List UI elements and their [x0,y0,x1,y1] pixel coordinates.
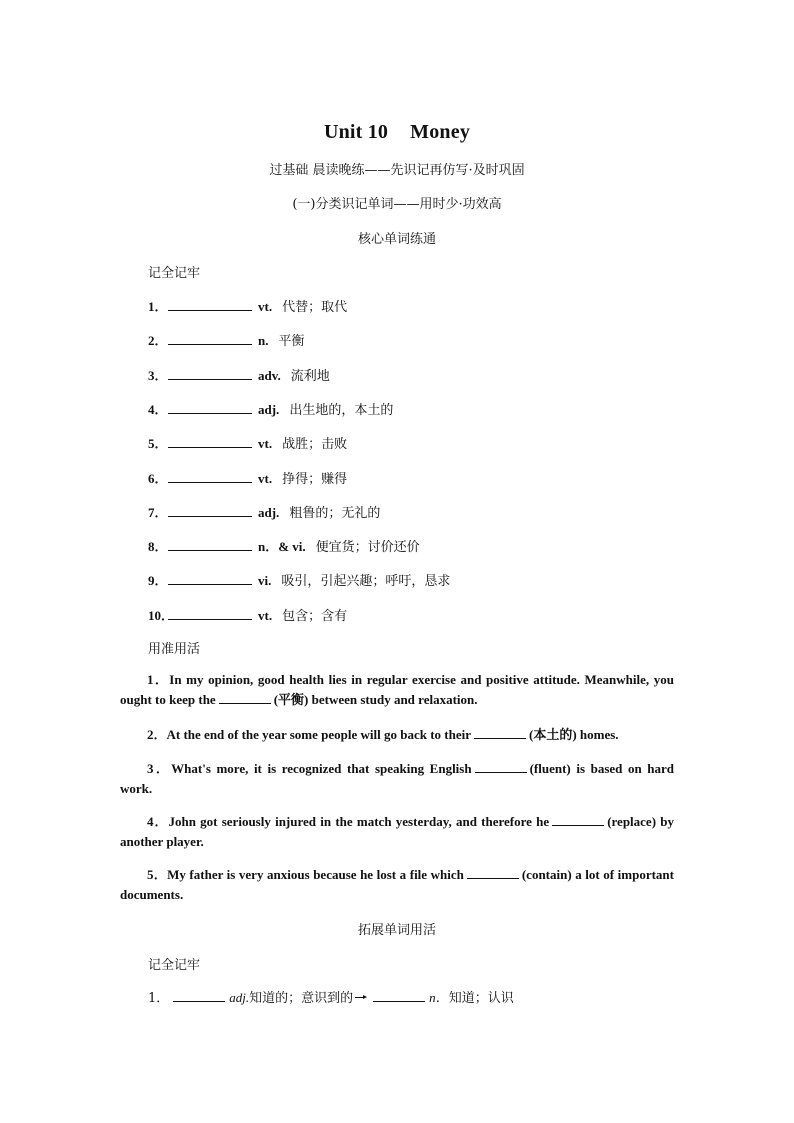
answer-blank[interactable] [168,606,252,620]
unit-topic: Money [410,121,471,143]
answer-blank[interactable] [168,366,252,380]
page-title [0,121,794,144]
exercise-item: 5．My father is very anxious because he lost a file which (contain) a lot of important documents. [120,867,674,902]
vocab-item: 5． vt. 战胜；击败 [148,436,348,452]
answer-blank[interactable] [474,726,526,739]
answer-blank[interactable] [168,571,252,585]
vocab-item: 10． vt. 包含；含有 [148,608,348,624]
vocab-item: 1． vt. 代替；取代 [148,299,348,315]
subtitle: 过基础 晨读晚练——先识记再仿写·及时巩固 [269,163,525,178]
answer-blank[interactable] [219,691,271,704]
answer-blank[interactable] [168,331,252,345]
exercise-item: 1．In my opinion, good health lies in regular exercise and positive attitude. Meanwhile, you ought to keep the (平衡) between study and relaxation. [120,672,674,707]
arrow-icon [355,994,367,1002]
vocab-item: 9． vi. 吸引，引起兴趣；呼吁，恳求 [148,573,451,589]
answer-blank[interactable] [475,760,527,773]
answer-blank[interactable] [168,400,252,414]
vocab-item: 7． adj. 粗鲁的；无礼的 [148,505,381,521]
answer-blank[interactable] [168,537,252,551]
answer-blank[interactable] [467,866,519,879]
unit-number: Unit 10 [323,121,389,143]
answer-blank[interactable] [373,989,425,1002]
answer-blank[interactable] [168,469,252,483]
vocab-item: 4． adj. 出生地的，本土的 [148,402,394,418]
extended-item: 1． adj. 知道的；意识到的 n． 知道；认识 [148,990,514,1006]
vocab-item: 8． n．& vi. 便宜货；讨价还价 [148,539,420,555]
exercise-item: 3．What's more, it is recognized that speaking English (fluent) is based on hard work. [120,761,674,796]
answer-blank[interactable] [168,503,252,517]
exercise-item: 2．At the end of the year some people will go back to their (本土的) homes. [147,727,619,742]
answer-blank[interactable] [173,989,225,1002]
memorize-label: 记全记牢 [148,958,201,973]
answer-blank[interactable] [168,434,252,448]
extended-words-heading: 拓展单词用活 [357,923,436,938]
core-words-heading: 核心单词练通 [357,232,436,247]
answer-blank[interactable] [168,297,252,311]
answer-blank[interactable] [552,813,604,826]
vocab-item: 3． adv. 流利地 [148,368,330,384]
section-heading: (一)分类识记单词——用时少·功效高 [292,197,502,212]
exercise-item: 4．John got seriously injured in the match yesterday, and therefore he (replace) by another player. [120,814,674,849]
usage-label: 用准用活 [148,642,201,657]
vocab-item: 2． n. 平衡 [148,333,305,349]
memorize-label: 记全记牢 [148,266,201,281]
vocab-item: 6． vt. 挣得；赚得 [148,471,348,487]
